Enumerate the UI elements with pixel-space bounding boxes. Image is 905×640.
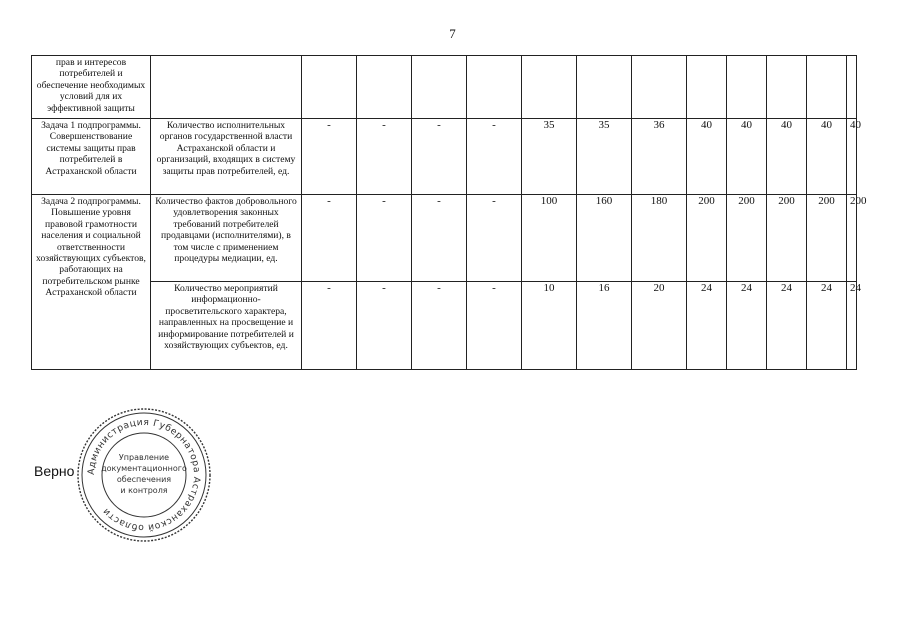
value-cell <box>767 56 807 119</box>
table-row <box>32 56 857 119</box>
value-cell: 180 <box>632 195 687 282</box>
value-cell: - <box>302 195 357 282</box>
value-cell: 160 <box>577 195 632 282</box>
indicator-cell <box>151 56 302 119</box>
task-cell: Задача 1 подпрограммы. Совершенствование системы защиты прав потребителей в Астраханской области <box>32 119 151 195</box>
table-row <box>32 119 857 195</box>
value-cell: 24 <box>767 282 807 370</box>
table-row <box>32 282 857 370</box>
value-cell: 20 <box>632 282 687 370</box>
value-cell <box>632 56 687 119</box>
value-cell: 36 <box>632 119 687 195</box>
value-cell <box>727 56 767 119</box>
value-cell: - <box>412 119 467 195</box>
value-cell: 16 <box>577 282 632 370</box>
value-cell <box>807 56 847 119</box>
verno-label: Верно <box>34 463 75 479</box>
value-cell: 24 <box>687 282 727 370</box>
value-cell: 35 <box>577 119 632 195</box>
value-cell: - <box>302 282 357 370</box>
value-cell: 40 <box>807 119 847 195</box>
value-cell: 40 <box>767 119 807 195</box>
value-cell <box>577 56 632 119</box>
value-cell: 24 <box>807 282 847 370</box>
value-cell: - <box>467 119 522 195</box>
value-cell: 200 <box>847 195 857 282</box>
indicators-table <box>31 55 867 370</box>
indicator-cell: Количество исполнительных органов государственной власти Астраханской области и организаций, входящих в систему защиты прав потребителей, ед. <box>151 119 302 195</box>
value-cell: 10 <box>522 282 577 370</box>
value-cell: 100 <box>522 195 577 282</box>
table-row <box>32 195 857 282</box>
value-cell <box>357 56 412 119</box>
page-number: 7 <box>449 26 456 41</box>
task-cell: прав и интересов потребителей и обеспечение необходимых условий для их эффективной защиты <box>32 56 151 119</box>
value-cell: - <box>357 119 412 195</box>
value-cell: - <box>412 195 467 282</box>
value-cell: - <box>467 195 522 282</box>
value-cell: 40 <box>687 119 727 195</box>
value-cell: 40 <box>847 119 857 195</box>
value-cell <box>522 56 577 119</box>
stamp-line: Управление <box>118 453 170 462</box>
value-cell: - <box>357 282 412 370</box>
value-cell: - <box>357 195 412 282</box>
value-cell <box>687 56 727 119</box>
stamp-line: и контроля <box>120 486 168 495</box>
indicator-cell: Количество мероприятий информационно-просветительского характера, направленных на просвещение и информирование потребителей и хозяйствующих субъектов, ед. <box>151 282 302 370</box>
value-cell: - <box>467 282 522 370</box>
value-cell: - <box>302 119 357 195</box>
value-cell: 35 <box>522 119 577 195</box>
value-cell: 200 <box>727 195 767 282</box>
value-cell <box>467 56 522 119</box>
value-cell: 40 <box>727 119 767 195</box>
value-cell <box>412 56 467 119</box>
value-cell: 200 <box>767 195 807 282</box>
indicator-cell: Количество фактов добровольного удовлетворения законных требований потребителей продавцами (исполнителями), в том числе с применением процедуры медиации, ед. <box>151 195 302 282</box>
value-cell: 200 <box>687 195 727 282</box>
value-cell <box>302 56 357 119</box>
stamp-line: документационного <box>101 464 187 473</box>
value-cell: 200 <box>807 195 847 282</box>
value-cell: - <box>412 282 467 370</box>
stamp-line: обеспечения <box>116 475 172 484</box>
stamp-ring-text: Администрация Губернатора Астраханской области <box>85 416 203 534</box>
value-cell <box>847 56 857 119</box>
task-cell: Задача 2 подпрограммы. Повышение уровня правовой грамотности населения и социальной ответственности хозяйствующих субъектов, работающих на потребительском рынке Астраханской области <box>32 195 151 370</box>
official-seal-stamp <box>74 405 214 545</box>
value-cell: 24 <box>727 282 767 370</box>
value-cell: 24 <box>847 282 857 370</box>
